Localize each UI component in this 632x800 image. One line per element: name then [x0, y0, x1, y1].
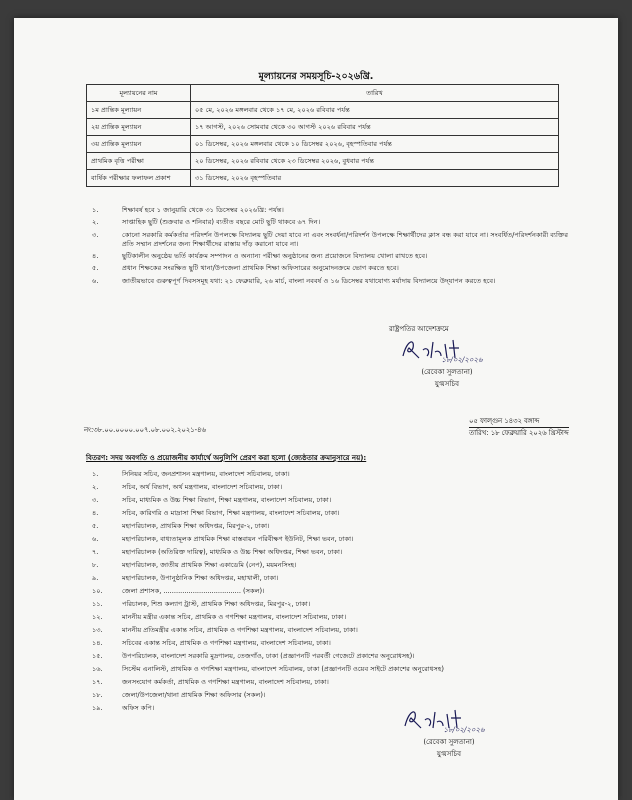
- item-number: ৩.: [92, 496, 99, 504]
- item-number: ১৯.: [92, 704, 103, 712]
- item-number: ৮.: [92, 561, 99, 569]
- note-text: জাতীয়ভাবে গুরুত্বপূর্ণ দিবসসমূহ যথা: ২১ ফেব্রুয়ারি, ২৬ মার্চ, বাংলা নববর্ষ ও ১৬ ডিসেম্বর যথাযোগ্য মর্যাদায় বিদ্যালয়ে উদ্‌যাপন করতে হবে।: [122, 276, 496, 285]
- signer-name: (রেবেকা সুলতানা): [423, 738, 475, 746]
- item-text: জনসংযোগ কর্মকর্তা, প্রাথমিক ও গণশিক্ষা মন্ত্রণালয়, বাংলাদেশ সচিবালয়, ঢাকা।: [122, 678, 329, 686]
- distribution-item: [92, 507, 572, 520]
- distribution-list: [92, 468, 572, 715]
- distribution-item: [92, 468, 572, 481]
- item-text: সচিবের একান্ত সচিব, প্রাথমিক ও গণশিক্ষা মন্ত্রণালয়, বাংলাদেশ সচিবালয়, ঢাকা।: [122, 639, 331, 647]
- distribution-item: [92, 624, 572, 637]
- item-text: মহাপরিচালক, প্রাথমিক শিক্ষা অধিদপ্তর, মিরপুর-২, ঢাকা।: [122, 522, 270, 530]
- signature-handwritten-date: ১৮/০২/২০২৬: [443, 726, 485, 734]
- item-number: ১৪.: [92, 639, 103, 647]
- item-text: মহাপরিচালক (অতিরিক্ত দায়িত্ব), মাধ্যমিক ও উচ্চ শিক্ষা অধিদপ্তর, শিক্ষা ভবন, ঢাকা।: [122, 548, 343, 556]
- note-text: শিক্ষাবর্ষ হবে ১ জানুয়ারি থেকে ৩১ ডিসেম্বর ২০২৬খ্রি: পর্যন্ত।: [122, 206, 284, 214]
- item-number: ১৩.: [92, 626, 103, 634]
- note-item: [92, 206, 572, 215]
- distribution-item: [92, 611, 572, 624]
- item-number: ১২.: [92, 613, 103, 621]
- column-header-date: তারিখ: [191, 85, 559, 102]
- distribution-item: [92, 520, 572, 533]
- distribution-item: [92, 546, 572, 559]
- item-number: ১১.: [92, 600, 103, 608]
- item-number: ১.: [92, 470, 99, 478]
- note-item: [92, 231, 572, 250]
- assessment-name: ৩য় প্রান্তিক মূল্যায়ন: [87, 136, 191, 153]
- distribution-item: [92, 650, 572, 663]
- item-text: পরিচালক, শিশু কল্যাণ ট্রাস্ট, প্রাথমিক শিক্ষা অধিদপ্তর, মিরপুর-২, ঢাকা।: [122, 600, 311, 608]
- item-number: ৫.: [92, 522, 99, 530]
- item-number: ১৭.: [92, 678, 103, 686]
- table-header-row: [87, 85, 559, 102]
- signature-block-bottom: [394, 706, 504, 760]
- signature-block-top: [392, 336, 502, 390]
- item-number: ৪.: [92, 509, 99, 517]
- item-text: সিস্টেম এনালিস্ট, প্রাথমিক ও গণশিক্ষা মন্ত্রণালয়, বাংলাদেশ সচিবালয়, ঢাকা (প্রজ্ঞাপনটি ওয়েব সাইটে প্রকাশের অনুরোধসহ): [122, 665, 444, 673]
- table-row: [87, 119, 559, 136]
- note-text: সাপ্তাহিক ছুটি (শুক্রবার ও শনিবার) ব্যতীত বছরে মোট ছুটি থাকবে ৬৭ দিন।: [122, 218, 321, 227]
- item-text: মহাপরিচালক, জাতীয় প্রাথমিক শিক্ষা একাডেমি (নেপ), ময়মনসিংহ।: [122, 561, 297, 569]
- note-item: [92, 252, 572, 261]
- note-text: ছুটিকালীন অনুষ্ঠেয় ভর্তি কার্যক্রম সম্পাদন ও অন্যান্য পরীক্ষা অনুষ্ঠানের জন্য প্রয়োজনে বিদ্যালয় খোলা রাখতে হবে।: [122, 252, 428, 261]
- distribution-item: [92, 689, 572, 702]
- item-text: সিনিয়র সচিব, জনপ্রশাসন মন্ত্রণালয়, বাংলাদেশ সচিবালয়, ঢাকা।: [122, 470, 290, 478]
- item-number: ১৬.: [92, 665, 103, 673]
- signature-handwritten-date: ১৮/০২/২০২৬: [441, 356, 483, 364]
- memo-number: নং:৩৮.০০.০০০০.০০৭.০৮.০০২.২০২১-৪৬: [84, 426, 206, 434]
- page-title: মূল্যায়নের সময়সূচি-২০২৬খ্রি.: [258, 71, 374, 82]
- note-number: ৪.: [92, 252, 99, 261]
- item-text: জেলা/উপজেলা/থানা প্রাথমিক শিক্ষা অফিসার (সকল)।: [122, 691, 266, 699]
- distribution-item: [92, 572, 572, 585]
- distribution-item: [92, 481, 572, 494]
- distribution-item: [92, 676, 572, 689]
- distribution-item: [92, 585, 572, 598]
- note-item: [92, 264, 572, 273]
- item-text: সচিব, কারিগরি ও মাদ্রাসা শিক্ষা বিভাগ, শিক্ষা মন্ত্রণালয়, বাংলাদেশ সচিবালয়, ঢাকা।: [122, 509, 340, 517]
- assessment-date: ০৫ মে, ২০২৬ মঙ্গলবার থেকে ১৭ মে, ২০২৬ রবিবার পর্যন্ত: [191, 102, 559, 119]
- item-text: মাননীয় প্রতিমন্ত্রীর একান্ত সচিব, প্রাথমিক ও গণশিক্ষা মন্ত্রণালয়, বাংলাদেশ সচিবালয়, ঢাকা।: [122, 626, 358, 634]
- assessment-name: ১ম প্রান্তিক মূল্যায়ন: [87, 102, 191, 119]
- note-number: ৬.: [92, 276, 99, 285]
- presidential-order-line: রাষ্ট্রপতির আদেশক্রমে: [389, 325, 449, 333]
- item-number: ৭.: [92, 548, 99, 556]
- date-bangla: ০৫ ফাল্গুন ১৪৩২ বঙ্গাব্দ: [469, 416, 569, 428]
- distribution-item: [92, 494, 572, 507]
- distribution-item: [92, 637, 572, 650]
- distribution-item: [92, 559, 572, 572]
- item-number: ৯.: [92, 574, 99, 582]
- distribution-item: [92, 663, 572, 676]
- distribution-heading: বিতরণ: সদয় অবগতি ও প্রয়োজনীয় কার্যার্থে অনুলিপি প্রেরণ করা হলো (জ্যেষ্ঠতার ক্রমানুসারে নয়):: [86, 454, 367, 462]
- note-text: প্রধান শিক্ষকের সংরক্ষিত ছুটি থানা/উপজেলা প্রাথমিক শিক্ষা অফিসারের অনুমোদনক্রমে ভোগ করতে হবে।: [122, 264, 399, 273]
- signer-designation: যুগ্মসচিব: [434, 380, 460, 388]
- item-number: ১৮.: [92, 691, 103, 699]
- item-text: মাননীয় মন্ত্রীর একান্ত সচিব, প্রাথমিক ও গণশিক্ষা মন্ত্রণালয়, বাংলাদেশ সচিবালয়, ঢাকা।: [122, 613, 347, 621]
- item-text: জেলা প্রশাসক, ..................................... (সকল)।: [122, 587, 265, 595]
- note-number: ১.: [92, 206, 99, 214]
- item-number: ১৫.: [92, 652, 103, 660]
- date-english: ১৮ ফেব্রুয়ারি ২০২৬ খ্রিস্টাব্দ: [490, 429, 569, 437]
- assessment-name: প্রাথমিক বৃত্তি পরীক্ষা: [87, 153, 191, 170]
- table-row: [87, 136, 559, 153]
- note-number: ৫.: [92, 264, 99, 273]
- signer-designation: যুগ্মসচিব: [436, 750, 462, 758]
- item-text: মহাপরিচালক, উপানুষ্ঠানিক শিক্ষা অধিদপ্তর, মহাখালী, ঢাকা।: [122, 574, 279, 582]
- assessment-date: ৩১ ডিসেম্বর, ২০২৬ বৃহস্পতিবার: [191, 170, 559, 187]
- date-block: [469, 416, 569, 439]
- document-page: [14, 18, 618, 800]
- table-row: [87, 153, 559, 170]
- note-text: কোনো সরকারি কর্মকর্তার পরিদর্শন উপলক্ষে বিদ্যালয় ছুটি দেয়া যাবে না এবং সংবর্ধনা/পরিদর্শন উপলক্ষে শিক্ষার্থীদের ক্লাস বন্ধ করা যাবে না। সংবর্ধিত/পরিদর্শনকারী ব্যক্তির প্রতি সম্মান প্রদর্শনের জন্য শিক্ষার্থীদের রাস্তায় দাঁড় করানো যাবে না।: [122, 230, 569, 248]
- item-number: ৬.: [92, 535, 99, 543]
- distribution-item: [92, 598, 572, 611]
- note-item: [92, 218, 572, 227]
- assessment-date: ২০ ডিসেম্বর, ২০২৬ রবিবার থেকে ২৩ ডিসেম্বর ২০২৬, বুধবার পর্যন্ত: [191, 153, 559, 170]
- assessment-date: ১৭ আগস্ট, ২০২৬ সোমবার থেকে ৩০ আগস্ট ২০২৬ রবিবার পর্যন্ত: [191, 119, 559, 136]
- note-number: ২.: [92, 218, 99, 227]
- item-number: ২.: [92, 483, 99, 491]
- item-text: মহাপরিচালক, বাধ্যতামূলক প্রাথমিক শিক্ষা বাস্তবায়ন পরিবীক্ষণ ইউনিট, শিক্ষা ভবন, ঢাকা।: [122, 535, 354, 543]
- assessment-name: বার্ষিক পরীক্ষার ফলাফল প্রকাশ: [87, 170, 191, 187]
- table-row: [87, 102, 559, 119]
- notes-list: [92, 206, 572, 289]
- note-item: [92, 277, 572, 286]
- item-text: সচিব, মাধ্যমিক ও উচ্চ শিক্ষা বিভাগ, শিক্ষা মন্ত্রণালয়, বাংলাদেশ সচিবালয়, ঢাকা।: [122, 496, 332, 504]
- date-label: তারিখ:: [469, 429, 489, 437]
- schedule-table: [86, 84, 559, 187]
- distribution-item: [92, 533, 572, 546]
- item-number: ১০.: [92, 587, 103, 595]
- item-text: অফিস কপি।: [122, 704, 155, 712]
- note-number: ৩.: [92, 230, 99, 239]
- assessment-date: ০১ ডিসেম্বর, ২০২৬ মঙ্গলবার থেকে ১০ ডিসেম্বর ২০২৬, বৃহস্পতিবার পর্যন্ত: [191, 136, 559, 153]
- signer-name: (রেবেকা সুলতানা): [421, 368, 473, 376]
- assessment-name: ২য় প্রান্তিক মূল্যায়ন: [87, 119, 191, 136]
- table-row: [87, 170, 559, 187]
- item-text: উপপরিচালক, বাংলাদেশ সরকারি মুদ্রণালয়, তেজগাঁও, ঢাকা (প্রজ্ঞাপনটি পরবর্তী গেজেটে প্রকাশের অনুরোধসহ)।: [122, 652, 415, 660]
- item-text: সচিব, অর্থ বিভাগ, অর্থ মন্ত্রণালয়, বাংলাদেশ সচিবালয়, ঢাকা।: [122, 483, 283, 491]
- column-header-name: মূল্যায়নের নাম: [87, 85, 191, 102]
